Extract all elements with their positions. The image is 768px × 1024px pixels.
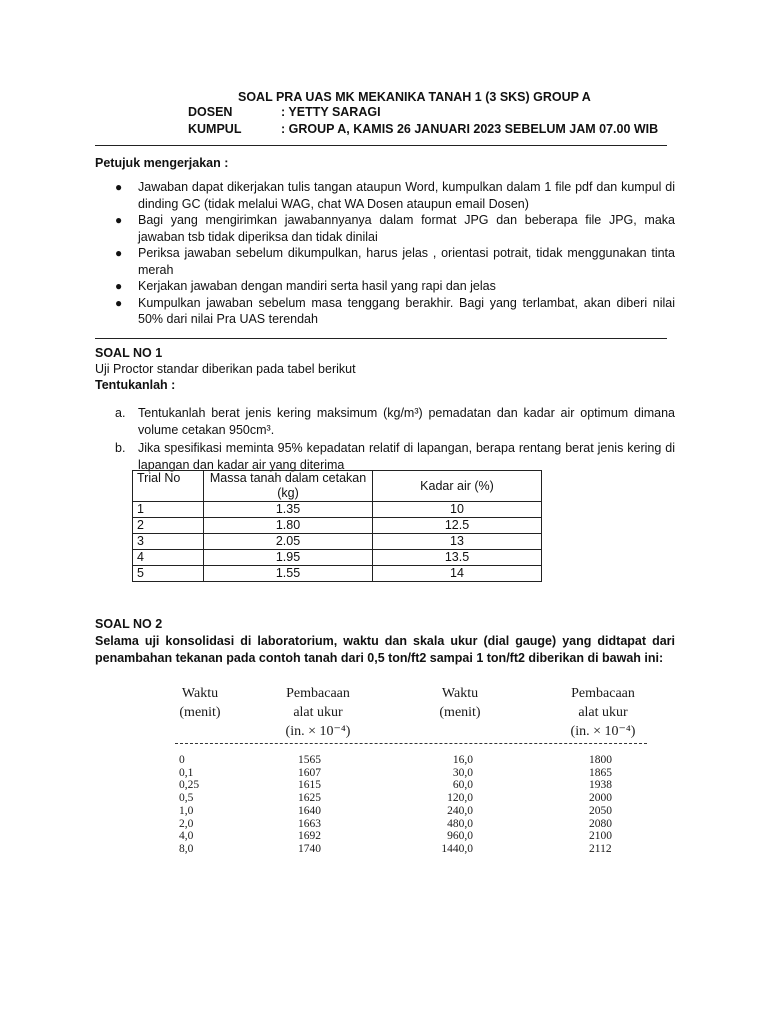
question-b: b. Jika spesifikasi meminta 95% kepadatan relatif di lapangan, berapa rentang berat jenis kering di lapangan dan kadar air yang diterima [115,441,675,472]
cell: 60,0 [452,779,473,792]
cell: 1.35 [204,502,373,518]
dosen-label: DOSEN [188,105,233,119]
bullet-icon: ● [115,279,123,293]
header-line: alat ukur [293,705,343,720]
cell: 240,0 [447,804,473,817]
list-item: ● Jawaban dapat dikerjakan tulis tangan ataupun Word, kumpulkan dalam 1 file pdf dan kumpul di dinding GC (tidak melalui WAG, chat WA Dosen ataupun email Dosen) [115,180,675,211]
cell: 0,5 [179,792,194,805]
cons-header-pembacaan-1 [262,684,374,741]
cons-header-waktu-2 [425,684,495,722]
cell: 4,0 [179,830,194,843]
cell: 13.5 [373,550,542,566]
soal1-heading: SOAL NO 1 [95,346,163,360]
doc-title: SOAL PRA UAS MK MEKANIKA TANAH 1 (3 SKS) GROUP A [238,90,591,104]
cell: 2080 [589,817,612,830]
cell: 1565 [298,754,321,766]
cell: 2112 [589,842,612,855]
cell: 5 [133,566,204,582]
cell: 1440,0 [441,842,473,855]
list-item: ● Periksa jawaban sebelum dikumpulkan, harus jelas , orientasi potrait, tidak menggunakan tinta merah [115,246,675,277]
cons-header-divider [175,743,647,744]
soal2-heading: SOAL NO 2 [95,617,163,631]
cell: 1938 [589,779,612,792]
header-line: Waktu [441,686,479,701]
table-row [133,502,542,518]
cons-header-waktu-1 [165,684,235,722]
header-divider [95,145,667,146]
cell: 4 [133,550,204,566]
list-item: ● Bagi yang mengirimkan jawabannyanya dalam format JPG dan beberapa file JPG, maka jawaban tsb tidak diperiksa dan tidak dinilai [115,213,675,244]
cell: 0,1 [179,766,194,779]
cell: 2,0 [179,817,194,830]
cell: 1865 [589,766,612,779]
table-row [133,566,542,582]
cell: 10 [373,502,542,518]
cell: 1692 [298,830,321,843]
bullet-icon: ● [115,180,123,194]
cell: 1800 [589,754,612,766]
cons-header-pembacaan-2 [547,684,659,741]
cell: 2000 [589,792,612,805]
cell: 120,0 [447,792,473,805]
cell: 1.80 [204,518,373,534]
bullet-icon: ● [115,246,123,260]
cell: 1663 [298,817,321,830]
cell: 30,0 [452,766,473,779]
cell: 16,0 [452,754,473,766]
soal2-text: Selama uji konsolidasi di laboratorium, waktu dan skala ukur (dial gauge) yang didtapat dari penambahan tekanan pada contoh tanah dari 0,5 ton/ft2 sampai 1 ton/ft2 diberikan di bawah ini: [95,634,675,665]
header-kadar: Kadar air (%) [373,471,542,502]
table-row [133,550,542,566]
header-line: (menit) [179,705,221,720]
cons-col-pembacaan-1 [298,754,321,856]
cell: 0,25 [179,779,200,792]
kumpul-label: KUMPUL [188,122,242,136]
table-header-row [133,471,542,502]
cell: 2.05 [204,534,373,550]
bullet-icon: ● [115,295,123,310]
header-line: Pembacaan [571,686,635,701]
header-line: (in. × 10⁻⁴) [570,724,636,739]
list-item: ● Kerjakan jawaban dengan mandiri serta hasil yang rapi dan jelas [115,279,496,293]
cell: 13 [373,534,542,550]
header-trial: Trial No [133,471,204,502]
list-item: ● Kumpulkan jawaban sebelum masa tenggang berakhir. Bagi yang terlambat, akan diberi nilai 50% dari nilai Pra UAS terendah [115,295,675,326]
soal1-tentukan: Tentukanlah : [95,378,176,392]
cell: 1625 [298,792,321,805]
header-line: Pembacaan [286,686,350,701]
cell: 14 [373,566,542,582]
cell: 8,0 [179,842,194,855]
cell: 1.95 [204,550,373,566]
proctor-table [132,470,542,582]
instructions-heading: Petujuk mengerjakan : [95,156,229,170]
cell: 2 [133,518,204,534]
cell: 0 [179,754,185,766]
cons-col-waktu-2 [430,754,473,856]
table-row [133,518,542,534]
cons-col-waktu-1 [179,754,199,856]
cell: 1740 [298,842,321,855]
cons-col-pembacaan-2 [589,754,612,856]
cell: 1 [133,502,204,518]
header-massa: Massa tanah dalam cetakan (kg) [204,471,373,502]
cell: 1615 [298,779,321,792]
header-line: Waktu [181,686,219,701]
cell: 12.5 [373,518,542,534]
cell: 480,0 [447,817,473,830]
cell: 1640 [298,804,321,817]
cell: 2050 [589,804,612,817]
instructions-divider [95,338,667,339]
soal1-questions [113,405,675,475]
question-a: a. Tentukanlah berat jenis kering maksimum (kg/m³) pemadatan dan kadar air optimum dimana volume cetakan 950cm³. [115,406,675,437]
cell: 1,0 [179,804,194,817]
cell: 1.55 [204,566,373,582]
cell: 960,0 [447,830,473,843]
cell: 1607 [298,766,321,779]
soal1-intro: Uji Proctor standar diberikan pada tabel berikut [95,362,356,376]
kumpul-value: : GROUP A, KAMIS 26 JANUARI 2023 SEBELUM JAM 07.00 WIB [281,122,659,136]
instructions-list [113,179,675,328]
header-line: alat ukur [578,705,628,720]
dosen-value: : YETTY SARAGI [281,105,381,119]
table-row [133,534,542,550]
header-line: (menit) [439,705,481,720]
cell: 3 [133,534,204,550]
cell: 2100 [589,830,612,843]
header-line: (in. × 10⁻⁴) [285,724,351,739]
bullet-icon: ● [115,213,123,227]
